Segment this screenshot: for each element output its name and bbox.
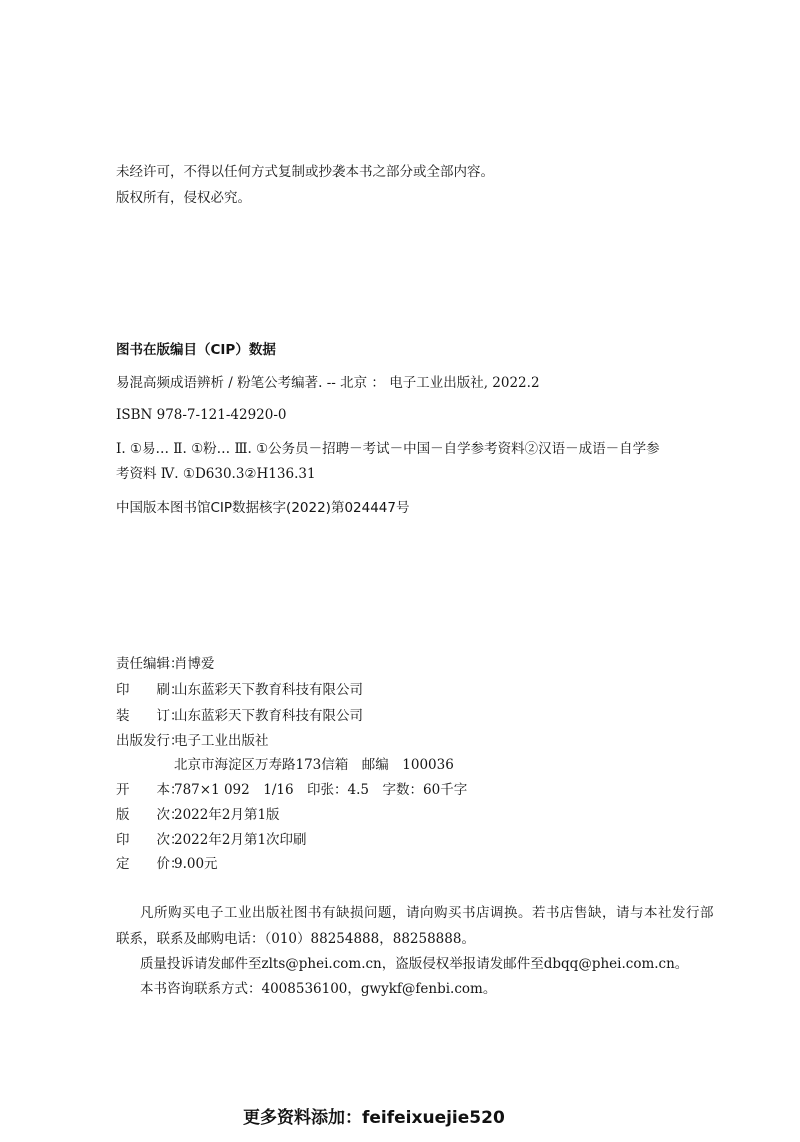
cip-classification-line: Ⅰ. ①易… Ⅱ. ①粉… Ⅲ. ①公务员－招聘－考试－中国－自学参考资料②汉语－成语－自学参	[116, 441, 660, 457]
spec-label: 开 本：	[116, 782, 184, 798]
spec-row-price	[116, 855, 218, 873]
credit-value: 山东蓝彩天下教育科技有限公司	[174, 708, 363, 724]
publisher-address: 北京市海淀区万寿路173信箱 邮编 100036	[174, 757, 454, 773]
copy-restriction-notice: 未经许可，不得以任何方式复制或抄袭本书之部分或全部内容。	[116, 164, 494, 180]
credit-row-editor	[116, 655, 215, 673]
credit-row-binding	[116, 707, 363, 725]
cip-title-line: 易混高频成语辨析 / 粉笔公考编著. -- 北京 ： 电子工业出版社, 2022.2	[116, 375, 540, 391]
credit-label: 责任编辑：	[116, 656, 184, 672]
credit-label: 装 订：	[116, 708, 184, 724]
credit-value: 电子工业出版社	[174, 733, 269, 749]
spec-value: 787×1 092 1/16 印张：4.5 字数：60千字	[174, 782, 468, 798]
footer-watermark-text: 更多资料添加：feifeixuejie520	[243, 1108, 505, 1128]
notes-line: 联系，联系及邮购电话：（010）88254888，88258888。	[116, 931, 475, 947]
spec-value: 2022年2月第1次印刷	[174, 832, 307, 848]
cip-heading: 图书在版编目（CIP）数据	[116, 342, 276, 358]
cip-isbn: ISBN 978-7-121-42920-0	[116, 407, 287, 423]
spec-label: 版 次：	[116, 807, 184, 823]
credit-row-publisher	[116, 732, 269, 750]
credit-row-printing	[116, 681, 363, 699]
notes-line: 质量投诉请发邮件至zlts@phei.com.cn，盗版侵权举报请发邮件至dbqq@phei.com.cn。	[140, 956, 689, 972]
spec-row-printing	[116, 831, 307, 849]
spec-label: 定 价：	[116, 856, 184, 872]
spec-value: 9.00元	[174, 856, 218, 872]
rights-reserved-notice: 版权所有，侵权必究。	[116, 190, 251, 206]
cip-classification-line: 考资料 Ⅳ. ①D630.3②H136.31	[116, 466, 316, 482]
credit-value: 山东蓝彩天下教育科技有限公司	[174, 682, 363, 698]
credit-label: 印 刷：	[116, 682, 184, 698]
notes-line: 本书咨询联系方式：4008536100，gwykf@fenbi.com。	[140, 981, 497, 997]
credit-label: 出版发行：	[116, 733, 184, 749]
spec-row-format	[116, 781, 467, 799]
cip-record-number: 中国版本图书馆CIP数据核字(2022)第024447号	[116, 500, 410, 516]
spec-label: 印 次：	[116, 832, 184, 848]
notes-line: 凡所购买电子工业出版社图书有缺损问题，请向购买书店调换。若书店售缺，请与本社发行部	[140, 905, 714, 921]
spec-value: 2022年2月第1版	[174, 807, 280, 823]
credit-value: 肖博爱	[174, 656, 215, 672]
spec-row-edition	[116, 806, 280, 824]
